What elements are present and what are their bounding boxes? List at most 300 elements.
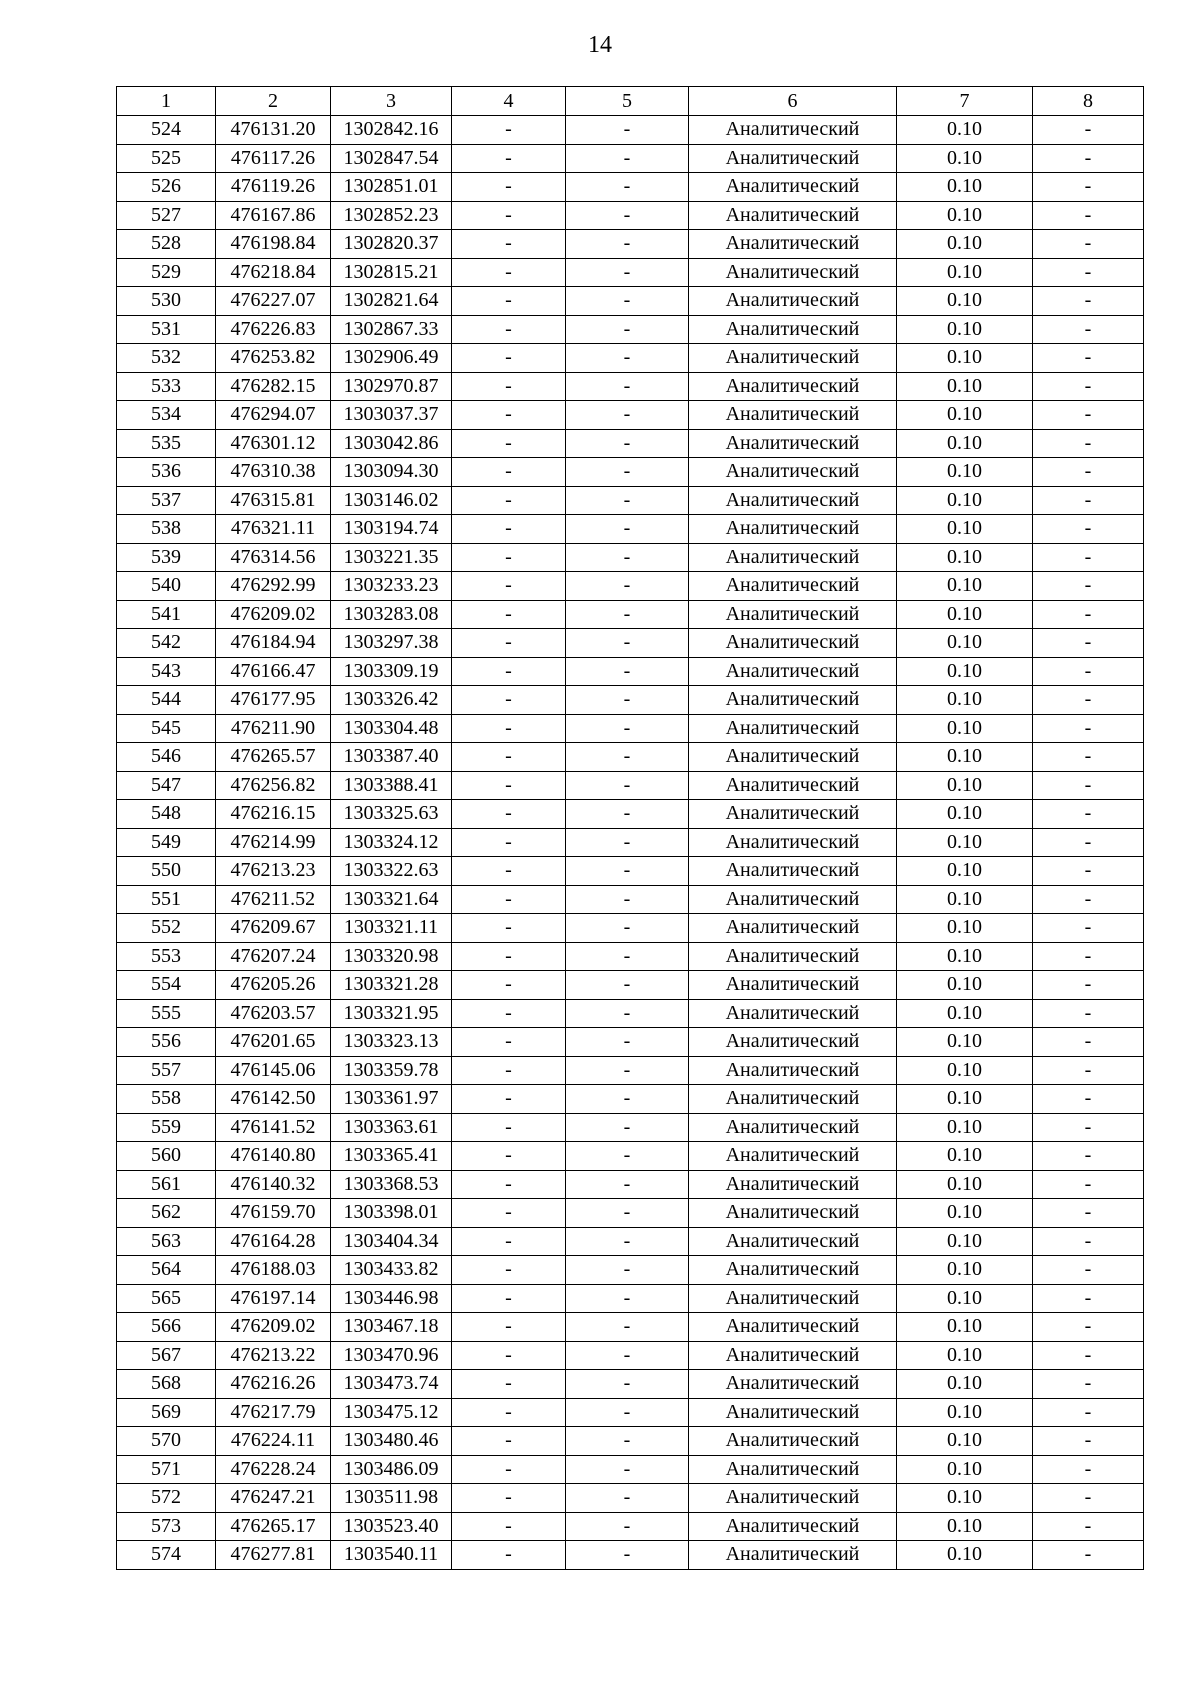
cell-col-5: - bbox=[566, 1113, 689, 1142]
cell-col-8: - bbox=[1033, 914, 1144, 943]
cell-method: Аналитический bbox=[689, 1227, 897, 1256]
cell-col-5: - bbox=[566, 629, 689, 658]
cell-method: Аналитический bbox=[689, 1085, 897, 1114]
cell-col-4: - bbox=[452, 771, 566, 800]
table-header-row bbox=[117, 87, 1144, 116]
cell-coord-x: 476209.02 bbox=[216, 600, 331, 629]
cell-point-number: 561 bbox=[117, 1170, 216, 1199]
cell-point-number: 559 bbox=[117, 1113, 216, 1142]
cell-col-5: - bbox=[566, 1541, 689, 1570]
cell-col-5: - bbox=[566, 657, 689, 686]
cell-coord-x: 476141.52 bbox=[216, 1113, 331, 1142]
cell-col-4: - bbox=[452, 344, 566, 373]
cell-col-4: - bbox=[452, 173, 566, 202]
cell-point-number: 525 bbox=[117, 144, 216, 173]
cell-accuracy: 0.10 bbox=[897, 686, 1033, 715]
cell-point-number: 563 bbox=[117, 1227, 216, 1256]
cell-col-5: - bbox=[566, 144, 689, 173]
cell-method: Аналитический bbox=[689, 971, 897, 1000]
cell-point-number: 529 bbox=[117, 258, 216, 287]
cell-method: Аналитический bbox=[689, 800, 897, 829]
cell-coord-y: 1303324.12 bbox=[331, 828, 452, 857]
cell-col-5: - bbox=[566, 1484, 689, 1513]
table-row bbox=[117, 1199, 1144, 1228]
cell-col-8: - bbox=[1033, 1256, 1144, 1285]
cell-col-4: - bbox=[452, 1484, 566, 1513]
cell-col-8: - bbox=[1033, 515, 1144, 544]
cell-accuracy: 0.10 bbox=[897, 1341, 1033, 1370]
table-row bbox=[117, 1113, 1144, 1142]
table-row bbox=[117, 1427, 1144, 1456]
cell-coord-x: 476140.32 bbox=[216, 1170, 331, 1199]
cell-coord-x: 476207.24 bbox=[216, 942, 331, 971]
cell-coord-x: 476166.47 bbox=[216, 657, 331, 686]
cell-col-4: - bbox=[452, 743, 566, 772]
cell-point-number: 572 bbox=[117, 1484, 216, 1513]
table-row bbox=[117, 942, 1144, 971]
cell-method: Аналитический bbox=[689, 1142, 897, 1171]
cell-coord-x: 476209.67 bbox=[216, 914, 331, 943]
cell-method: Аналитический bbox=[689, 857, 897, 886]
table-row bbox=[117, 600, 1144, 629]
cell-method: Аналитический bbox=[689, 1199, 897, 1228]
table-row bbox=[117, 543, 1144, 572]
cell-col-8: - bbox=[1033, 543, 1144, 572]
cell-col-8: - bbox=[1033, 1484, 1144, 1513]
cell-coord-y: 1303320.98 bbox=[331, 942, 452, 971]
column-header-1: 1 bbox=[117, 87, 216, 116]
cell-point-number: 527 bbox=[117, 201, 216, 230]
cell-accuracy: 0.10 bbox=[897, 1313, 1033, 1342]
cell-point-number: 528 bbox=[117, 230, 216, 259]
cell-col-4: - bbox=[452, 600, 566, 629]
cell-coord-y: 1302851.01 bbox=[331, 173, 452, 202]
cell-accuracy: 0.10 bbox=[897, 1056, 1033, 1085]
cell-accuracy: 0.10 bbox=[897, 657, 1033, 686]
cell-point-number: 532 bbox=[117, 344, 216, 373]
cell-col-8: - bbox=[1033, 1313, 1144, 1342]
cell-method: Аналитический bbox=[689, 1484, 897, 1513]
cell-col-5: - bbox=[566, 1056, 689, 1085]
cell-col-5: - bbox=[566, 828, 689, 857]
cell-col-8: - bbox=[1033, 116, 1144, 145]
cell-col-4: - bbox=[452, 1199, 566, 1228]
column-header-5: 5 bbox=[566, 87, 689, 116]
table-row bbox=[117, 1484, 1144, 1513]
cell-col-8: - bbox=[1033, 1541, 1144, 1570]
cell-method: Аналитический bbox=[689, 116, 897, 145]
cell-accuracy: 0.10 bbox=[897, 372, 1033, 401]
cell-coord-y: 1303194.74 bbox=[331, 515, 452, 544]
cell-coord-y: 1303326.42 bbox=[331, 686, 452, 715]
cell-coord-x: 476188.03 bbox=[216, 1256, 331, 1285]
cell-accuracy: 0.10 bbox=[897, 315, 1033, 344]
cell-col-8: - bbox=[1033, 1370, 1144, 1399]
cell-coord-y: 1303321.95 bbox=[331, 999, 452, 1028]
cell-accuracy: 0.10 bbox=[897, 1512, 1033, 1541]
cell-method: Аналитический bbox=[689, 1284, 897, 1313]
cell-accuracy: 0.10 bbox=[897, 458, 1033, 487]
cell-coord-y: 1303523.40 bbox=[331, 1512, 452, 1541]
cell-col-5: - bbox=[566, 230, 689, 259]
cell-accuracy: 0.10 bbox=[897, 600, 1033, 629]
cell-col-8: - bbox=[1033, 1227, 1144, 1256]
table-row bbox=[117, 372, 1144, 401]
cell-coord-x: 476198.84 bbox=[216, 230, 331, 259]
cell-col-4: - bbox=[452, 486, 566, 515]
table-row bbox=[117, 1256, 1144, 1285]
cell-col-8: - bbox=[1033, 372, 1144, 401]
table-row bbox=[117, 1341, 1144, 1370]
cell-col-5: - bbox=[566, 173, 689, 202]
coordinates-table bbox=[116, 86, 1144, 1570]
cell-method: Аналитический bbox=[689, 686, 897, 715]
cell-method: Аналитический bbox=[689, 714, 897, 743]
cell-coord-y: 1303486.09 bbox=[331, 1455, 452, 1484]
cell-col-8: - bbox=[1033, 1199, 1144, 1228]
cell-point-number: 552 bbox=[117, 914, 216, 943]
cell-coord-y: 1303094.30 bbox=[331, 458, 452, 487]
cell-point-number: 530 bbox=[117, 287, 216, 316]
cell-col-5: - bbox=[566, 315, 689, 344]
cell-method: Аналитический bbox=[689, 1113, 897, 1142]
cell-point-number: 560 bbox=[117, 1142, 216, 1171]
cell-coord-x: 476142.50 bbox=[216, 1085, 331, 1114]
cell-col-4: - bbox=[452, 800, 566, 829]
cell-col-5: - bbox=[566, 458, 689, 487]
cell-point-number: 565 bbox=[117, 1284, 216, 1313]
cell-col-4: - bbox=[452, 629, 566, 658]
cell-coord-x: 476253.82 bbox=[216, 344, 331, 373]
cell-coord-y: 1303480.46 bbox=[331, 1427, 452, 1456]
cell-accuracy: 0.10 bbox=[897, 714, 1033, 743]
cell-col-5: - bbox=[566, 1199, 689, 1228]
cell-coord-y: 1303322.63 bbox=[331, 857, 452, 886]
table-row bbox=[117, 885, 1144, 914]
cell-accuracy: 0.10 bbox=[897, 885, 1033, 914]
table-row bbox=[117, 173, 1144, 202]
cell-col-4: - bbox=[452, 1512, 566, 1541]
cell-coord-x: 476265.57 bbox=[216, 743, 331, 772]
cell-coord-x: 476197.14 bbox=[216, 1284, 331, 1313]
cell-col-5: - bbox=[566, 344, 689, 373]
cell-col-4: - bbox=[452, 515, 566, 544]
cell-coord-x: 476321.11 bbox=[216, 515, 331, 544]
cell-col-5: - bbox=[566, 1284, 689, 1313]
cell-col-8: - bbox=[1033, 828, 1144, 857]
cell-point-number: 545 bbox=[117, 714, 216, 743]
cell-col-5: - bbox=[566, 1227, 689, 1256]
cell-accuracy: 0.10 bbox=[897, 543, 1033, 572]
cell-method: Аналитический bbox=[689, 1256, 897, 1285]
table-row bbox=[117, 971, 1144, 1000]
cell-method: Аналитический bbox=[689, 401, 897, 430]
cell-col-5: - bbox=[566, 600, 689, 629]
cell-coord-x: 476177.95 bbox=[216, 686, 331, 715]
cell-method: Аналитический bbox=[689, 287, 897, 316]
cell-accuracy: 0.10 bbox=[897, 429, 1033, 458]
table-row bbox=[117, 1284, 1144, 1313]
cell-coord-x: 476314.56 bbox=[216, 543, 331, 572]
cell-point-number: 543 bbox=[117, 657, 216, 686]
cell-col-4: - bbox=[452, 572, 566, 601]
cell-accuracy: 0.10 bbox=[897, 486, 1033, 515]
cell-accuracy: 0.10 bbox=[897, 1113, 1033, 1142]
cell-method: Аналитический bbox=[689, 515, 897, 544]
cell-col-4: - bbox=[452, 971, 566, 1000]
cell-method: Аналитический bbox=[689, 914, 897, 943]
cell-col-8: - bbox=[1033, 1028, 1144, 1057]
cell-accuracy: 0.10 bbox=[897, 1256, 1033, 1285]
cell-point-number: 546 bbox=[117, 743, 216, 772]
cell-coord-y: 1303446.98 bbox=[331, 1284, 452, 1313]
cell-accuracy: 0.10 bbox=[897, 344, 1033, 373]
cell-col-8: - bbox=[1033, 885, 1144, 914]
cell-method: Аналитический bbox=[689, 600, 897, 629]
cell-col-4: - bbox=[452, 1256, 566, 1285]
cell-coord-x: 476131.20 bbox=[216, 116, 331, 145]
cell-col-5: - bbox=[566, 971, 689, 1000]
cell-coord-x: 476213.22 bbox=[216, 1341, 331, 1370]
cell-coord-y: 1303404.34 bbox=[331, 1227, 452, 1256]
cell-accuracy: 0.10 bbox=[897, 1455, 1033, 1484]
cell-col-8: - bbox=[1033, 686, 1144, 715]
cell-method: Аналитический bbox=[689, 486, 897, 515]
cell-col-4: - bbox=[452, 429, 566, 458]
cell-col-4: - bbox=[452, 999, 566, 1028]
cell-point-number: 574 bbox=[117, 1541, 216, 1570]
table-row bbox=[117, 258, 1144, 287]
cell-coord-x: 476159.70 bbox=[216, 1199, 331, 1228]
cell-col-5: - bbox=[566, 543, 689, 572]
cell-col-4: - bbox=[452, 201, 566, 230]
cell-accuracy: 0.10 bbox=[897, 1199, 1033, 1228]
cell-coord-x: 476167.86 bbox=[216, 201, 331, 230]
cell-col-8: - bbox=[1033, 857, 1144, 886]
cell-coord-y: 1303325.63 bbox=[331, 800, 452, 829]
cell-col-4: - bbox=[452, 914, 566, 943]
table-row bbox=[117, 144, 1144, 173]
cell-method: Аналитический bbox=[689, 771, 897, 800]
cell-coord-x: 476201.65 bbox=[216, 1028, 331, 1057]
cell-col-4: - bbox=[452, 1284, 566, 1313]
page-number: 14 bbox=[588, 32, 612, 58]
cell-col-5: - bbox=[566, 914, 689, 943]
cell-col-5: - bbox=[566, 201, 689, 230]
cell-col-4: - bbox=[452, 315, 566, 344]
cell-coord-y: 1303359.78 bbox=[331, 1056, 452, 1085]
table-row bbox=[117, 344, 1144, 373]
cell-accuracy: 0.10 bbox=[897, 572, 1033, 601]
cell-method: Аналитический bbox=[689, 372, 897, 401]
table-row bbox=[117, 315, 1144, 344]
cell-coord-x: 476315.81 bbox=[216, 486, 331, 515]
cell-point-number: 524 bbox=[117, 116, 216, 145]
table-row bbox=[117, 486, 1144, 515]
cell-coord-x: 476301.12 bbox=[216, 429, 331, 458]
column-header-2: 2 bbox=[216, 87, 331, 116]
cell-method: Аналитический bbox=[689, 657, 897, 686]
cell-col-4: - bbox=[452, 885, 566, 914]
cell-method: Аналитический bbox=[689, 1341, 897, 1370]
cell-col-8: - bbox=[1033, 173, 1144, 202]
cell-col-8: - bbox=[1033, 486, 1144, 515]
cell-col-5: - bbox=[566, 1455, 689, 1484]
cell-col-8: - bbox=[1033, 771, 1144, 800]
cell-col-4: - bbox=[452, 1313, 566, 1342]
cell-col-4: - bbox=[452, 1541, 566, 1570]
cell-col-8: - bbox=[1033, 714, 1144, 743]
cell-method: Аналитический bbox=[689, 885, 897, 914]
cell-coord-x: 476211.90 bbox=[216, 714, 331, 743]
cell-col-8: - bbox=[1033, 600, 1144, 629]
cell-col-8: - bbox=[1033, 1284, 1144, 1313]
table-row bbox=[117, 771, 1144, 800]
cell-method: Аналитический bbox=[689, 1170, 897, 1199]
cell-col-8: - bbox=[1033, 1113, 1144, 1142]
cell-accuracy: 0.10 bbox=[897, 1227, 1033, 1256]
cell-col-5: - bbox=[566, 999, 689, 1028]
cell-coord-y: 1303321.28 bbox=[331, 971, 452, 1000]
table-row bbox=[117, 1142, 1144, 1171]
cell-coord-x: 476226.83 bbox=[216, 315, 331, 344]
cell-coord-x: 476216.15 bbox=[216, 800, 331, 829]
table-row bbox=[117, 686, 1144, 715]
cell-col-4: - bbox=[452, 1427, 566, 1456]
cell-col-4: - bbox=[452, 857, 566, 886]
cell-col-8: - bbox=[1033, 743, 1144, 772]
cell-col-8: - bbox=[1033, 1142, 1144, 1171]
cell-col-5: - bbox=[566, 771, 689, 800]
cell-coord-y: 1302867.33 bbox=[331, 315, 452, 344]
table-row bbox=[117, 1085, 1144, 1114]
cell-col-5: - bbox=[566, 800, 689, 829]
cell-coord-x: 476218.84 bbox=[216, 258, 331, 287]
cell-point-number: 549 bbox=[117, 828, 216, 857]
cell-point-number: 555 bbox=[117, 999, 216, 1028]
cell-col-4: - bbox=[452, 1170, 566, 1199]
cell-col-4: - bbox=[452, 458, 566, 487]
cell-coord-x: 476310.38 bbox=[216, 458, 331, 487]
cell-accuracy: 0.10 bbox=[897, 629, 1033, 658]
cell-method: Аналитический bbox=[689, 1427, 897, 1456]
table-row bbox=[117, 458, 1144, 487]
cell-method: Аналитический bbox=[689, 942, 897, 971]
cell-coord-x: 476277.81 bbox=[216, 1541, 331, 1570]
cell-coord-y: 1303467.18 bbox=[331, 1313, 452, 1342]
cell-coord-y: 1303221.35 bbox=[331, 543, 452, 572]
cell-coord-y: 1303433.82 bbox=[331, 1256, 452, 1285]
table-row bbox=[117, 743, 1144, 772]
cell-point-number: 556 bbox=[117, 1028, 216, 1057]
cell-point-number: 544 bbox=[117, 686, 216, 715]
cell-col-4: - bbox=[452, 1056, 566, 1085]
cell-col-8: - bbox=[1033, 657, 1144, 686]
table-row bbox=[117, 800, 1144, 829]
table-row bbox=[117, 1398, 1144, 1427]
cell-point-number: 537 bbox=[117, 486, 216, 515]
cell-method: Аналитический bbox=[689, 1313, 897, 1342]
cell-col-8: - bbox=[1033, 401, 1144, 430]
table-row bbox=[117, 999, 1144, 1028]
cell-coord-x: 476209.02 bbox=[216, 1313, 331, 1342]
cell-col-4: - bbox=[452, 1227, 566, 1256]
column-header-7: 7 bbox=[897, 87, 1033, 116]
cell-accuracy: 0.10 bbox=[897, 914, 1033, 943]
cell-accuracy: 0.10 bbox=[897, 1370, 1033, 1399]
table-row bbox=[117, 1541, 1144, 1570]
cell-col-4: - bbox=[452, 1113, 566, 1142]
table-row bbox=[117, 230, 1144, 259]
cell-coord-y: 1303475.12 bbox=[331, 1398, 452, 1427]
cell-point-number: 535 bbox=[117, 429, 216, 458]
cell-method: Аналитический bbox=[689, 1455, 897, 1484]
cell-col-8: - bbox=[1033, 1341, 1144, 1370]
cell-point-number: 564 bbox=[117, 1256, 216, 1285]
cell-accuracy: 0.10 bbox=[897, 1427, 1033, 1456]
cell-point-number: 554 bbox=[117, 971, 216, 1000]
cell-point-number: 547 bbox=[117, 771, 216, 800]
cell-method: Аналитический bbox=[689, 230, 897, 259]
cell-method: Аналитический bbox=[689, 999, 897, 1028]
cell-point-number: 553 bbox=[117, 942, 216, 971]
cell-col-4: - bbox=[452, 1142, 566, 1171]
column-header-3: 3 bbox=[331, 87, 452, 116]
table-row bbox=[117, 429, 1144, 458]
cell-accuracy: 0.10 bbox=[897, 771, 1033, 800]
cell-accuracy: 0.10 bbox=[897, 287, 1033, 316]
cell-col-8: - bbox=[1033, 287, 1144, 316]
cell-col-4: - bbox=[452, 1028, 566, 1057]
cell-method: Аналитический bbox=[689, 572, 897, 601]
cell-col-5: - bbox=[566, 743, 689, 772]
cell-col-8: - bbox=[1033, 1056, 1144, 1085]
cell-coord-y: 1303233.23 bbox=[331, 572, 452, 601]
cell-accuracy: 0.10 bbox=[897, 942, 1033, 971]
cell-point-number: 567 bbox=[117, 1341, 216, 1370]
cell-col-5: - bbox=[566, 116, 689, 145]
cell-method: Аналитический bbox=[689, 1541, 897, 1570]
column-header-4: 4 bbox=[452, 87, 566, 116]
cell-point-number: 536 bbox=[117, 458, 216, 487]
cell-col-4: - bbox=[452, 230, 566, 259]
cell-col-5: - bbox=[566, 857, 689, 886]
cell-col-5: - bbox=[566, 942, 689, 971]
table-row bbox=[117, 714, 1144, 743]
cell-col-8: - bbox=[1033, 258, 1144, 287]
cell-method: Аналитический bbox=[689, 1028, 897, 1057]
cell-col-8: - bbox=[1033, 315, 1144, 344]
cell-coord-y: 1302842.16 bbox=[331, 116, 452, 145]
cell-coord-y: 1303398.01 bbox=[331, 1199, 452, 1228]
cell-accuracy: 0.10 bbox=[897, 173, 1033, 202]
cell-col-5: - bbox=[566, 714, 689, 743]
cell-accuracy: 0.10 bbox=[897, 1541, 1033, 1570]
cell-coord-x: 476164.28 bbox=[216, 1227, 331, 1256]
cell-col-4: - bbox=[452, 287, 566, 316]
cell-accuracy: 0.10 bbox=[897, 1028, 1033, 1057]
cell-method: Аналитический bbox=[689, 743, 897, 772]
cell-col-5: - bbox=[566, 1370, 689, 1399]
cell-col-5: - bbox=[566, 572, 689, 601]
cell-method: Аналитический bbox=[689, 1398, 897, 1427]
cell-col-5: - bbox=[566, 1142, 689, 1171]
cell-coord-y: 1303297.38 bbox=[331, 629, 452, 658]
cell-point-number: 548 bbox=[117, 800, 216, 829]
cell-point-number: 551 bbox=[117, 885, 216, 914]
table-row bbox=[117, 828, 1144, 857]
table-row bbox=[117, 1512, 1144, 1541]
